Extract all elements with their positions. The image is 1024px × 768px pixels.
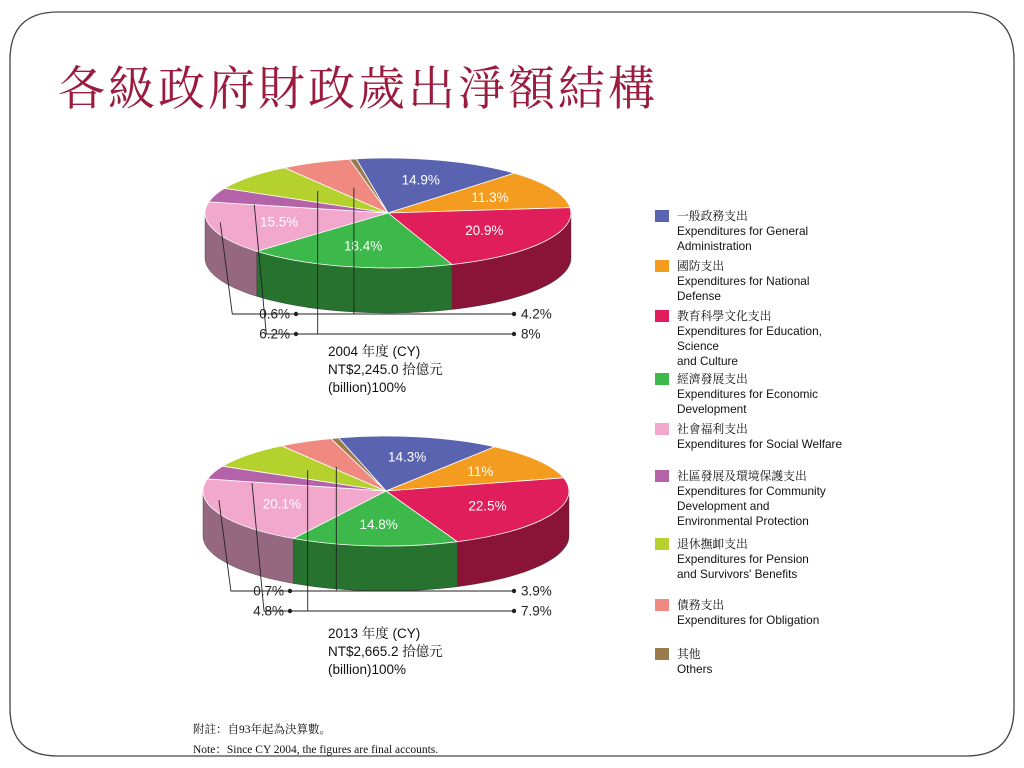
- pie-label-social-welfare: 15.5%: [259, 214, 299, 230]
- legend-label-zh: 其他: [677, 647, 701, 661]
- pie-label-community-environment: 3.9%: [521, 583, 552, 599]
- legend-label-en: Defense: [677, 289, 721, 303]
- pie-label-defense: 11.3%: [471, 190, 509, 205]
- pie-label-defense: 11%: [467, 464, 494, 480]
- legend-swatch: [655, 423, 669, 435]
- legend-label-en: Expenditures for General: [677, 224, 809, 238]
- caption-total: NT$2,245.0 拾億元: [328, 362, 443, 377]
- pie-0-caption: [328, 343, 443, 395]
- legend-label-en: Development and: [677, 499, 770, 513]
- legend-label-en: Expenditures for Pension: [677, 552, 809, 566]
- legend-label-zh: 國防支出: [677, 259, 725, 273]
- pie-label-community-environment: 4.2%: [521, 306, 552, 322]
- legend-label-zh: 社區發展及環境保護支出: [677, 469, 807, 483]
- legend-swatch: [655, 538, 669, 550]
- legend-label-en: Expenditures for Community: [677, 484, 826, 498]
- legend-label-en: Expenditures for Education,: [677, 324, 822, 338]
- pie-label-education: 22.5%: [468, 498, 507, 514]
- chart-legend: [655, 209, 842, 676]
- pie-label-pension: 7.9%: [521, 603, 552, 619]
- pie-label-pension: 8%: [521, 326, 541, 342]
- legend-label-en: and Culture: [677, 354, 738, 368]
- legend-label-en: Expenditures for Economic: [677, 387, 818, 401]
- legend-item-obligation: [655, 598, 819, 627]
- legend-swatch: [655, 210, 669, 222]
- pie-label-obligation: 4.8%: [253, 603, 284, 619]
- legend-label-zh: 一般政務支出: [677, 209, 748, 223]
- legend-label-zh: 社會福利支出: [677, 422, 748, 436]
- legend-item-economic: [655, 372, 818, 416]
- pie-chart-2004: [205, 158, 571, 395]
- pie-side-economic: [294, 539, 458, 592]
- legend-label-zh: 經濟發展支出: [677, 372, 748, 386]
- legend-item-community-environment: [655, 469, 826, 528]
- legend-item-general: [655, 209, 808, 253]
- legend-swatch: [655, 599, 669, 611]
- pie-label-social-welfare: 20.1%: [262, 496, 302, 512]
- pie-label-others: 0.7%: [253, 583, 284, 599]
- pie-0-top: [205, 158, 571, 268]
- caption-year: 2004 年度 (CY): [328, 344, 421, 359]
- legend-label-zh: 債務支出: [677, 598, 725, 612]
- pie-label-general: 14.3%: [387, 449, 427, 465]
- legend-label-en: Expenditures for Social Welfare: [677, 437, 843, 451]
- legend-item-others: [655, 647, 713, 676]
- pie-label-education: 20.9%: [465, 223, 504, 238]
- legend-label-en: Others: [677, 662, 713, 676]
- legend-label-en: Administration: [677, 239, 752, 253]
- slide-title: 各級政府財政歲出淨額結構: [58, 62, 658, 117]
- caption-total: NT$2,665.2 拾億元: [328, 644, 443, 659]
- note-chinese: 附註：自93年起為決算數。: [193, 724, 331, 736]
- legend-swatch: [655, 648, 669, 660]
- pie-label-economic: 14.8%: [359, 517, 398, 532]
- pie-label-economic: 18.4%: [343, 238, 383, 254]
- legend-item-social-welfare: [655, 422, 842, 451]
- legend-item-pension: [655, 537, 809, 581]
- legend-label-en: Expenditures for National: [677, 274, 810, 288]
- pie-label-others: 0.6%: [259, 306, 290, 322]
- legend-label-en: Science: [677, 339, 719, 353]
- legend-swatch: [655, 470, 669, 482]
- legend-swatch: [655, 260, 669, 272]
- legend-label-en: Development: [677, 402, 747, 416]
- legend-label-en: and Survivors' Benefits: [677, 567, 798, 581]
- pie-label-obligation: 6.2%: [259, 326, 290, 342]
- note-english: Note：Since CY 2004, the figures are final accounts.: [193, 744, 439, 756]
- legend-label-zh: 退休撫卹支出: [677, 537, 748, 551]
- caption-year: 2013 年度 (CY): [328, 626, 421, 641]
- legend-item-defense: [655, 259, 809, 303]
- legend-label-en: Expenditures for Obligation: [677, 613, 820, 627]
- legend-item-education: [655, 309, 822, 368]
- pie-1-caption: [328, 625, 443, 677]
- pie-chart-2013: [203, 436, 569, 677]
- legend-swatch: [655, 310, 669, 322]
- pie-label-general: 14.9%: [401, 172, 440, 188]
- caption-unit: (billion)100%: [328, 380, 407, 395]
- legend-label-zh: 教育科學文化支出: [677, 309, 772, 323]
- legend-swatch: [655, 373, 669, 385]
- caption-unit: (billion)100%: [328, 662, 407, 677]
- legend-label-en: Environmental Protection: [677, 514, 809, 528]
